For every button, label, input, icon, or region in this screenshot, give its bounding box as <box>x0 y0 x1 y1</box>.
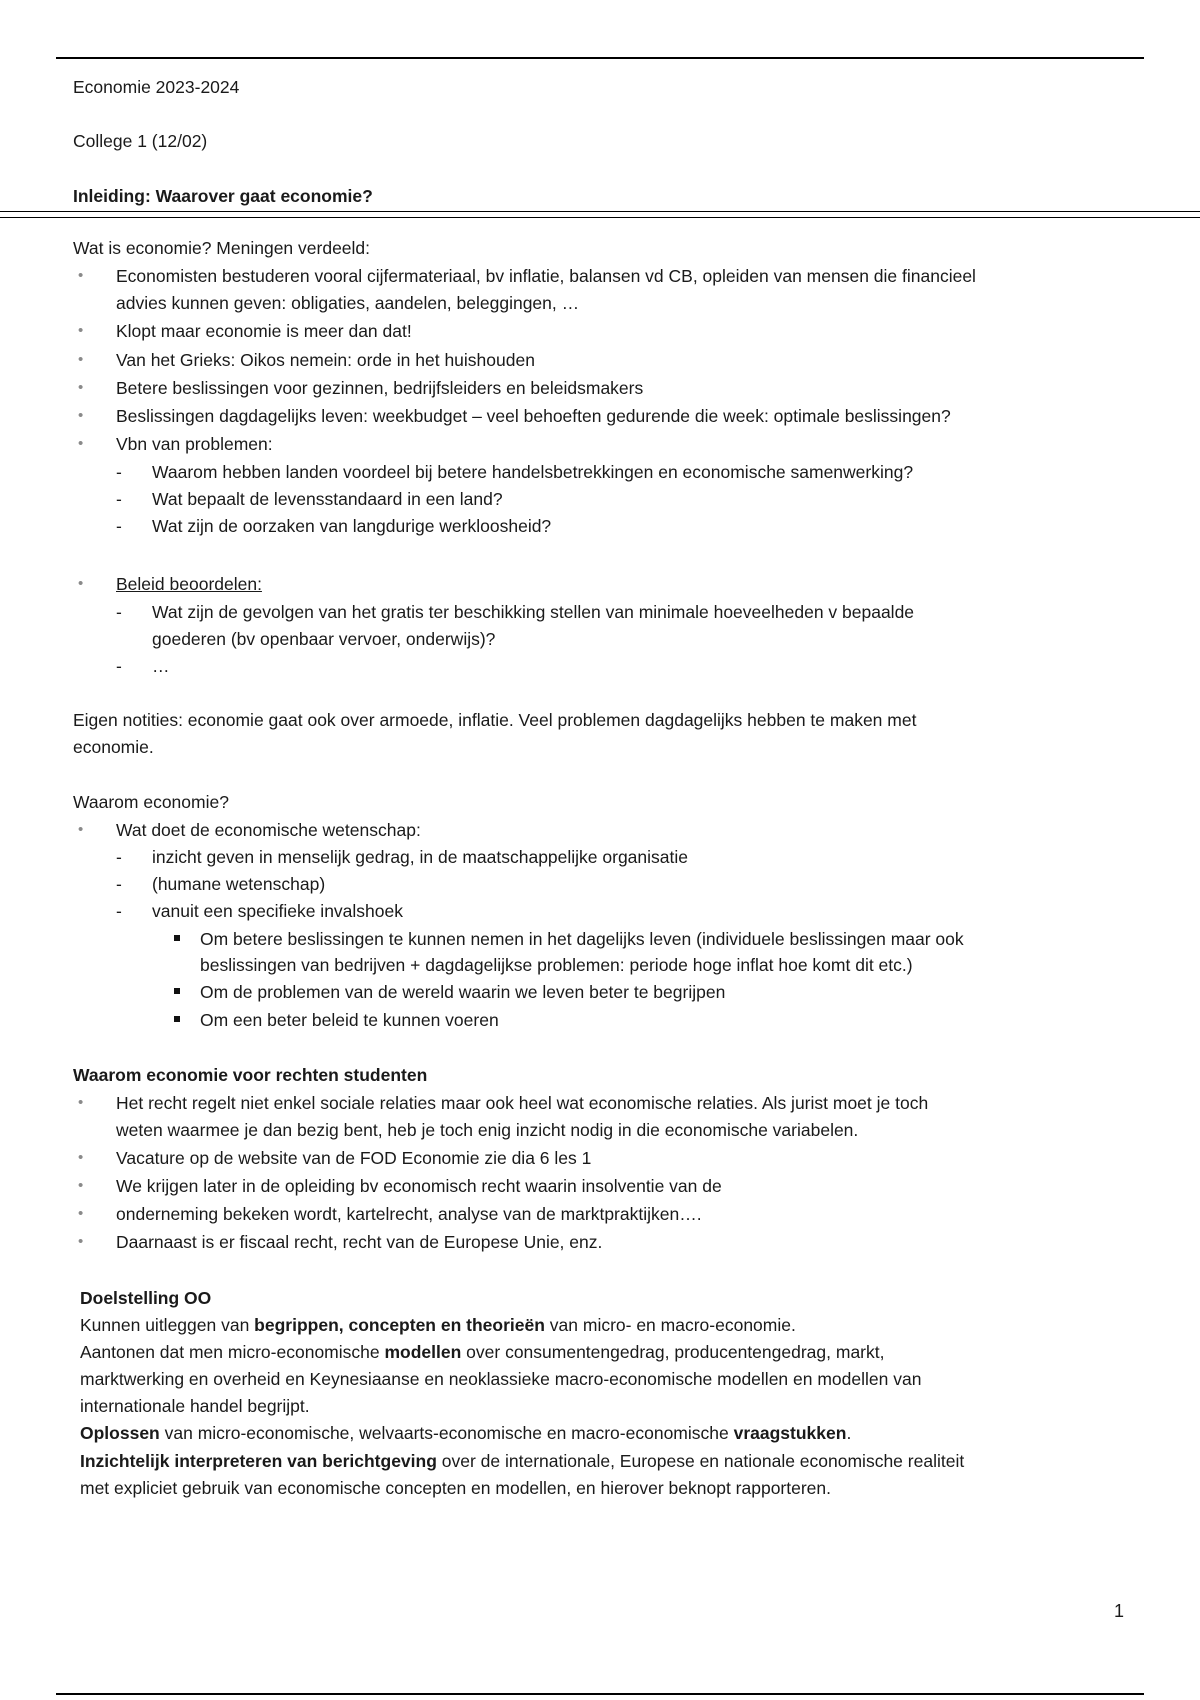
law-bullet-3: We krijgen later in de opleiding bv economisch recht waarin insolventie van de <box>116 1176 722 1196</box>
bullet-dot: • <box>78 575 84 592</box>
problem-item-3: Wat zijn de oorzaken van langdurige werkloosheid? <box>152 516 552 536</box>
bullet-dot: • <box>78 821 84 838</box>
policy-label: Beleid beoordelen: <box>116 574 262 594</box>
why-square-1: Om betere beslissingen te kunnen nemen in het dagelijks leven (individuele beslissingen maar ook <box>200 929 964 949</box>
objectives-text: . <box>846 1423 852 1443</box>
section-rule-lower <box>0 217 1200 218</box>
section-heading: Inleiding: Waarover gaat economie? <box>73 186 373 206</box>
dash-marker: - <box>116 602 122 622</box>
dash-marker: - <box>116 847 122 867</box>
bullet-dot: • <box>78 1205 84 1222</box>
bullet-dot: • <box>78 322 84 339</box>
square-bullet <box>174 988 180 994</box>
law-bullet-1-cont: weten waarmee je dan bezig bent, heb je toch enig inzicht nodig in die economische variabelen. <box>116 1120 859 1140</box>
intro-bullet-1-cont: advies kunnen geven: obligaties, aandelen, beleggingen, … <box>116 293 580 313</box>
objectives-text: over consumentengedrag, producentengedrag, markt, <box>461 1342 885 1362</box>
intro-bullet-4: Betere beslissingen voor gezinnen, bedrijfsleiders en beleidsmakers <box>116 378 644 398</box>
dash-marker: - <box>116 516 122 536</box>
policy-item-2: … <box>152 656 170 676</box>
objectives-text: van micro- en macro-economie. <box>544 1315 796 1335</box>
notes-line-2: economie. <box>73 737 154 757</box>
bullet-dot: • <box>78 1149 84 1166</box>
page-number: 1 <box>1114 1601 1125 1621</box>
why-square-2: Om de problemen van de wereld waarin we leven beter te begrijpen <box>200 982 726 1002</box>
why-bullet: Wat doet de economische wetenschap: <box>116 820 421 840</box>
objectives-text: Kunnen uitleggen van <box>80 1315 255 1335</box>
square-bullet <box>174 935 180 941</box>
problem-item-2: Wat bepaalt de levensstandaard in een land? <box>152 489 503 509</box>
problem-item-1: Waarom hebben landen voordeel bij betere handelsbetrekkingen en economische samenwerking? <box>152 462 914 482</box>
policy-item-1: Wat zijn de gevolgen van het gratis ter beschikking stellen van minimale hoeveelheden v bepaalde <box>152 602 915 622</box>
law-bullet-4: onderneming bekeken wordt, kartelrecht, analyse van de marktpraktijken…. <box>116 1204 702 1224</box>
notes-line-1: Eigen notities: economie gaat ook over armoede, inflatie. Veel problemen dagdagelijks hebben te maken met <box>73 710 917 730</box>
why-dash-1: inzicht geven in menselijk gedrag, in de maatschappelijke organisatie <box>152 847 689 867</box>
objectives-text: Aantonen dat men micro-economische <box>80 1342 385 1362</box>
intro-bullet-5: Beslissingen dagdagelijks leven: weekbudget – veel behoeften gedurende die week: optimale beslissingen? <box>116 406 951 426</box>
why-square-1-cont: beslissingen van bedrijven + dagdagelijkse problemen: periode hoge inflat hoe komt dit etc.) <box>200 955 913 975</box>
bullet-dot: • <box>78 1177 84 1194</box>
law-bullet-2: Vacature op de website van de FOD Economie zie dia 6 les 1 <box>116 1148 592 1168</box>
objectives-emphasis: begrippen, concepten en theorieën <box>254 1315 545 1335</box>
objectives-line-4: internationale handel begrijpt. <box>80 1396 310 1416</box>
objectives-title: Doelstelling OO <box>80 1288 212 1308</box>
objectives-text: over de internationale, Europese en nationale economische realiteit <box>436 1451 965 1471</box>
why-title: Waarom economie? <box>73 792 229 812</box>
objectives-text: van micro-economische, welvaarts-economische en macro-economische <box>159 1423 734 1443</box>
bullet-dot: • <box>78 1233 84 1250</box>
bullet-dot: • <box>78 379 84 396</box>
course-title: Economie 2023-2024 <box>73 77 240 97</box>
intro-bullet-3: Van het Grieks: Oikos nemein: orde in het huishouden <box>116 350 535 370</box>
intro-question: Wat is economie? Meningen verdeeld: <box>73 238 371 258</box>
dash-marker: - <box>116 901 122 921</box>
bullet-dot: • <box>78 1094 84 1111</box>
dash-marker: - <box>116 489 122 509</box>
policy-item-1-cont: goederen (bv openbaar vervoer, onderwijs)? <box>152 629 496 649</box>
section-rule-upper <box>0 211 1200 212</box>
law-title: Waarom economie voor rechten studenten <box>73 1065 428 1085</box>
why-dash-3: vanuit een specifieke invalshoek <box>152 901 403 921</box>
bullet-dot: • <box>78 267 84 284</box>
objectives-emphasis: Oplossen <box>80 1423 160 1443</box>
square-bullet <box>174 1016 180 1022</box>
law-bullet-1: Het recht regelt niet enkel sociale relaties maar ook heel wat economische relaties. Als jurist moet je toch <box>116 1093 929 1113</box>
objectives-line-5 <box>80 1421 851 1445</box>
dash-marker: - <box>116 656 122 676</box>
why-square-3: Om een beter beleid te kunnen voeren <box>200 1010 499 1030</box>
intro-bullet-2: Klopt maar economie is meer dan dat! <box>116 321 412 341</box>
bottom-rule <box>56 1693 1144 1695</box>
top-rule <box>56 57 1144 59</box>
law-bullet-5: Daarnaast is er fiscaal recht, recht van de Europese Unie, enz. <box>116 1232 603 1252</box>
dash-marker: - <box>116 462 122 482</box>
why-dash-2: (humane wetenschap) <box>152 874 326 894</box>
bullet-dot: • <box>78 407 84 424</box>
objectives-emphasis: vraagstukken <box>733 1423 847 1443</box>
bullet-dot: • <box>78 351 84 368</box>
objectives-line-3: marktwerking en overheid en Keynesiaanse en neoklassieke macro-economische modellen en modellen van <box>80 1369 922 1389</box>
objectives-line-1 <box>80 1313 796 1337</box>
intro-bullet-6: Vbn van problemen: <box>116 434 273 454</box>
objectives-line-7: met expliciet gebruik van economische concepten en modellen, en hierover beknopt rapporteren. <box>80 1478 832 1498</box>
objectives-emphasis: Inzichtelijk interpreteren van berichtgeving <box>80 1451 437 1471</box>
objectives-emphasis: modellen <box>384 1342 462 1362</box>
objectives-line-2 <box>80 1340 884 1364</box>
objectives-line-6 <box>80 1449 964 1473</box>
dash-marker: - <box>116 874 122 894</box>
lecture-title: College 1 (12/02) <box>73 131 208 151</box>
intro-bullet-1: Economisten bestuderen vooral cijfermateriaal, bv inflatie, balansen vd CB, opleiden van mensen die financieel <box>116 266 976 286</box>
bullet-dot: • <box>78 435 84 452</box>
